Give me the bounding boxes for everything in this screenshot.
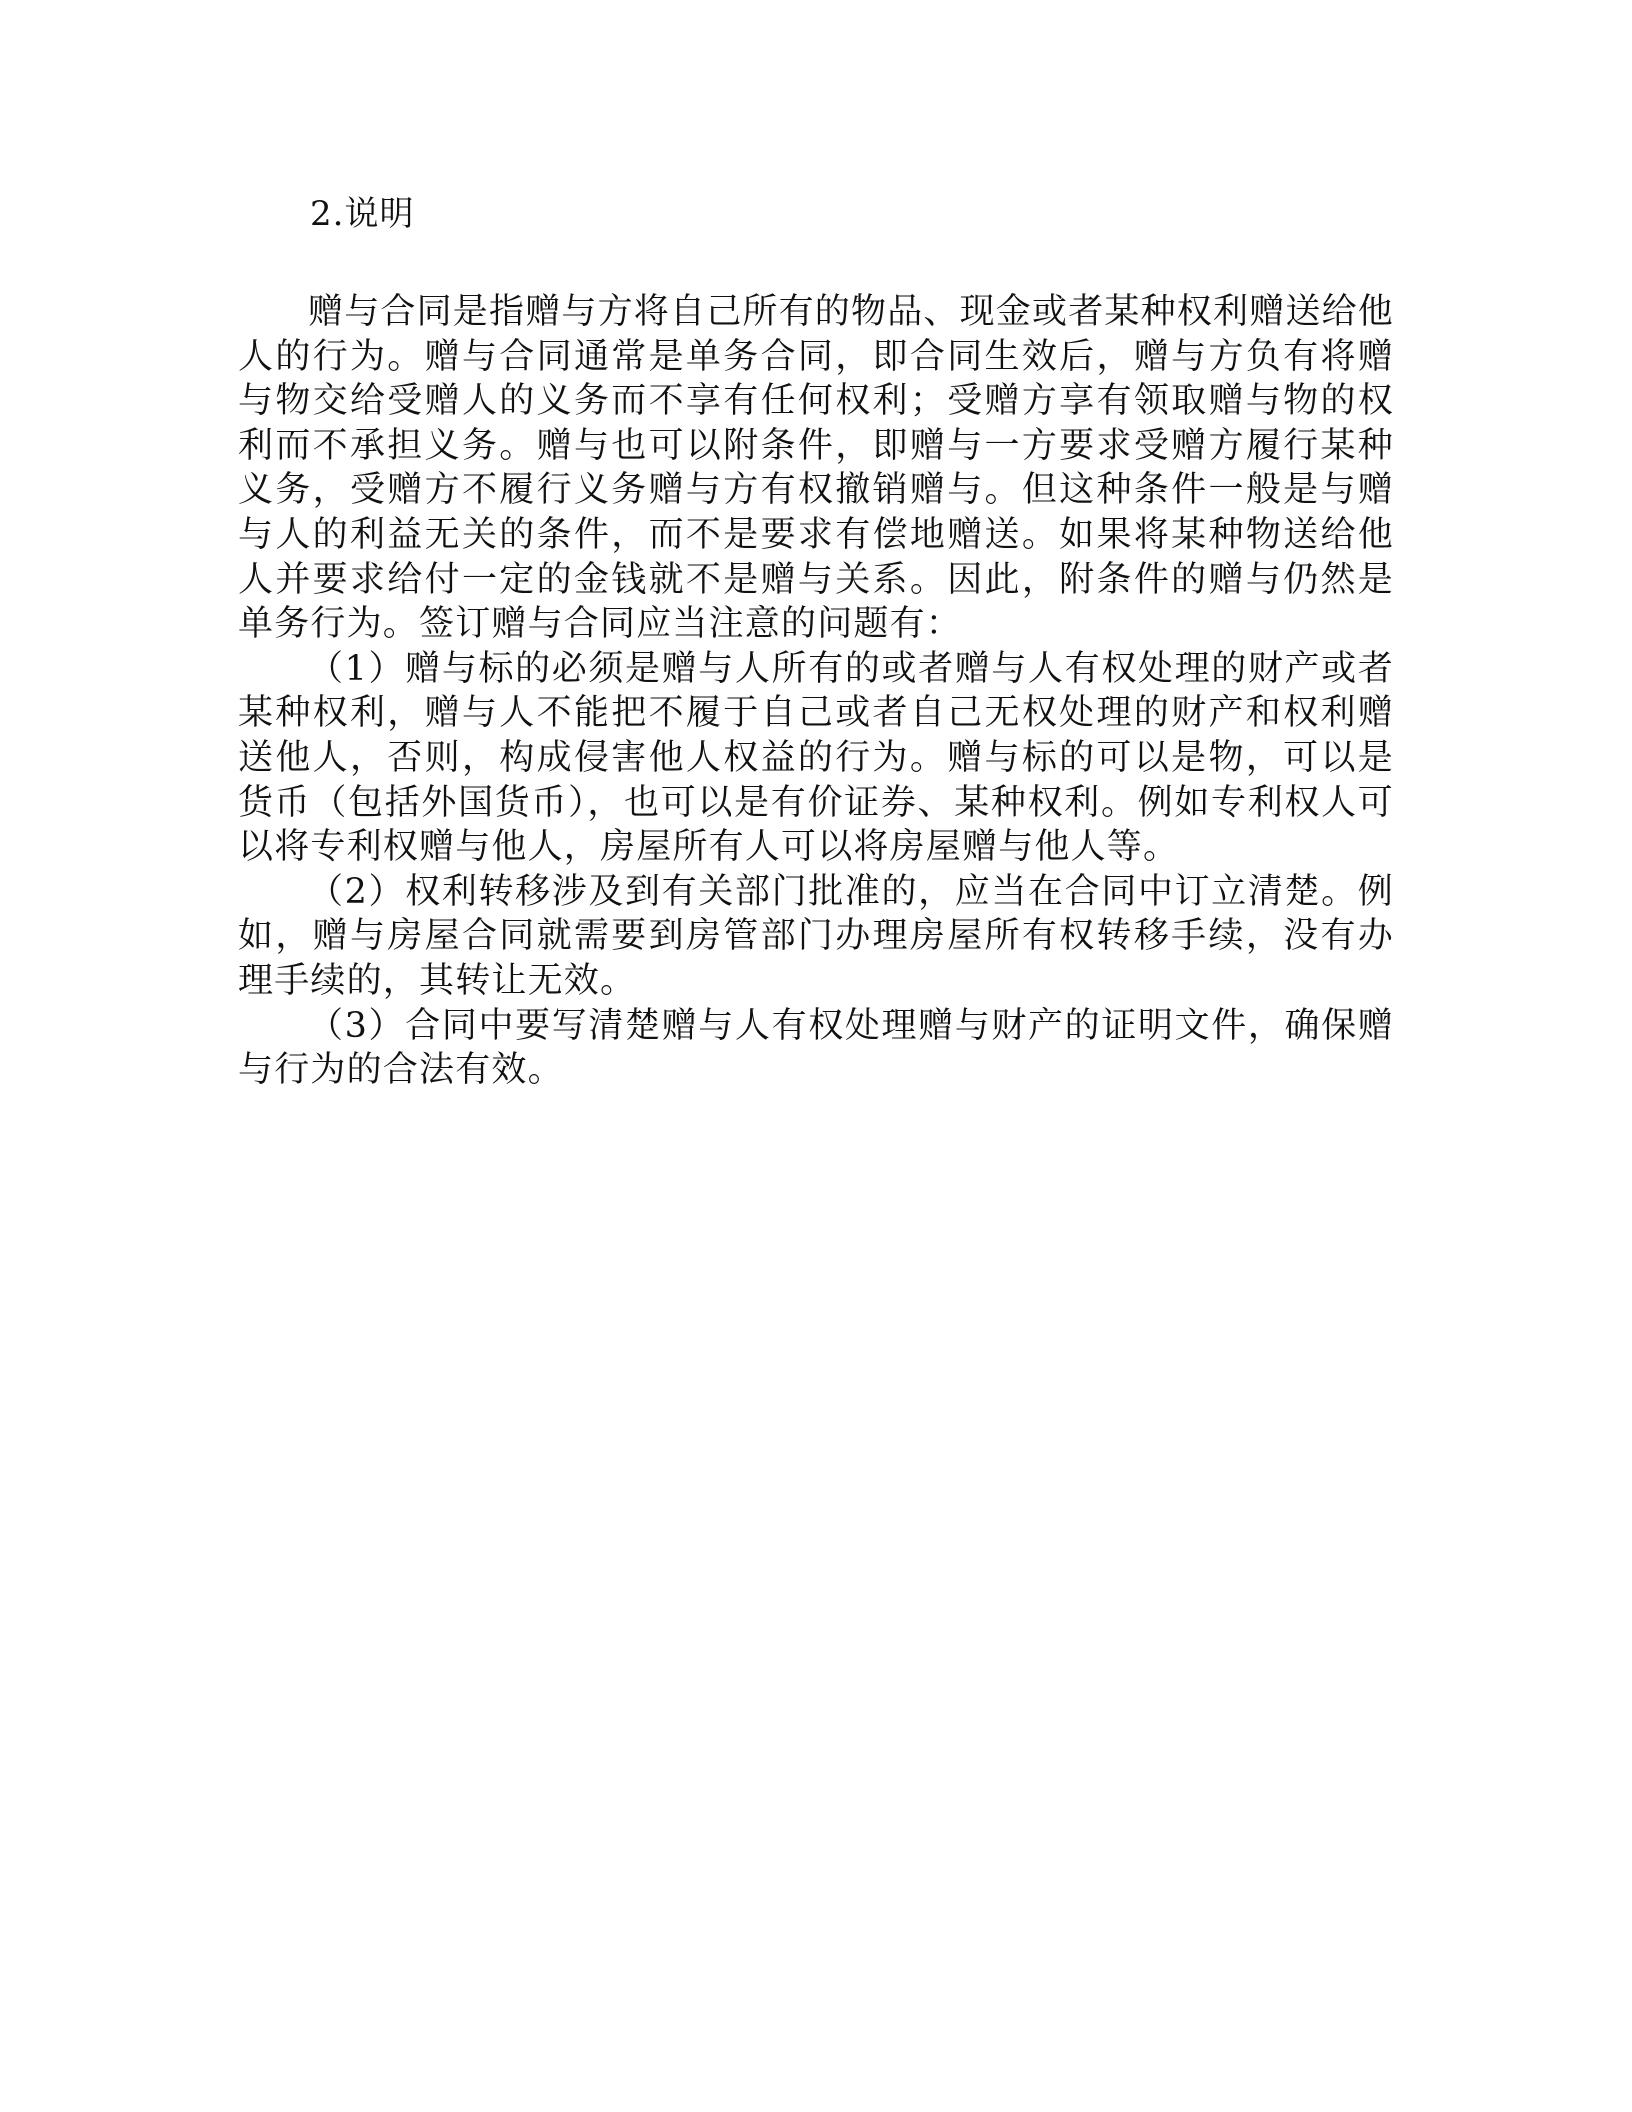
section-heading: 2.说明	[310, 194, 415, 234]
paragraph-item-3: （3）合同中要写清楚赠与人有权处理赠与财产的证明文件，确保赠与行为的合法有效。	[238, 1005, 1394, 1091]
paragraph-intro: 赠与合同是指赠与方将自己所有的物品、现金或者某种权利赠送给他人的行为。赠与合同通常是单务合同，即合同生效后，赠与方负有将赠与物交给受赠人的义务而不享有任何权利；受赠方享有领取赠与物的权利而不承担义务。赠与也可以附条件，即赠与一方要求受赠方履行某种义务，受赠方不履行义务赠与方有权撤销赠与。但这种条件一般是与赠与人的利益无关的条件，而不是要求有偿地赠送。如果将某种物送给他人并要求给付一定的金钱就不是赠与关系。因此，附条件的赠与仍然是单务行为。签订赠与合同应当注意的问题有：	[238, 292, 1395, 645]
paragraph-item-2: （2）权利转移涉及到有关部门批准的，应当在合同中订立清楚。例如，赠与房屋合同就需要到房管部门办理房屋所有权转移手续，没有办理手续的，其转让无效。	[238, 871, 1394, 1001]
document-body	[238, 290, 1394, 1093]
paragraph-item-1: （1）赠与标的必须是赠与人所有的或者赠与人有权处理的财产或者某种权利，赠与人不能把不履于自己或者自己无权处理的财产和权利赠送他人，否则，构成侵害他人权益的行为。赠与标的可以是物，可以是货币（包括外国货币），也可以是有价证券、某种权利。例如专利权人可以将专利权赠与他人，房屋所有人可以将房屋赠与他人等。	[238, 648, 1394, 868]
